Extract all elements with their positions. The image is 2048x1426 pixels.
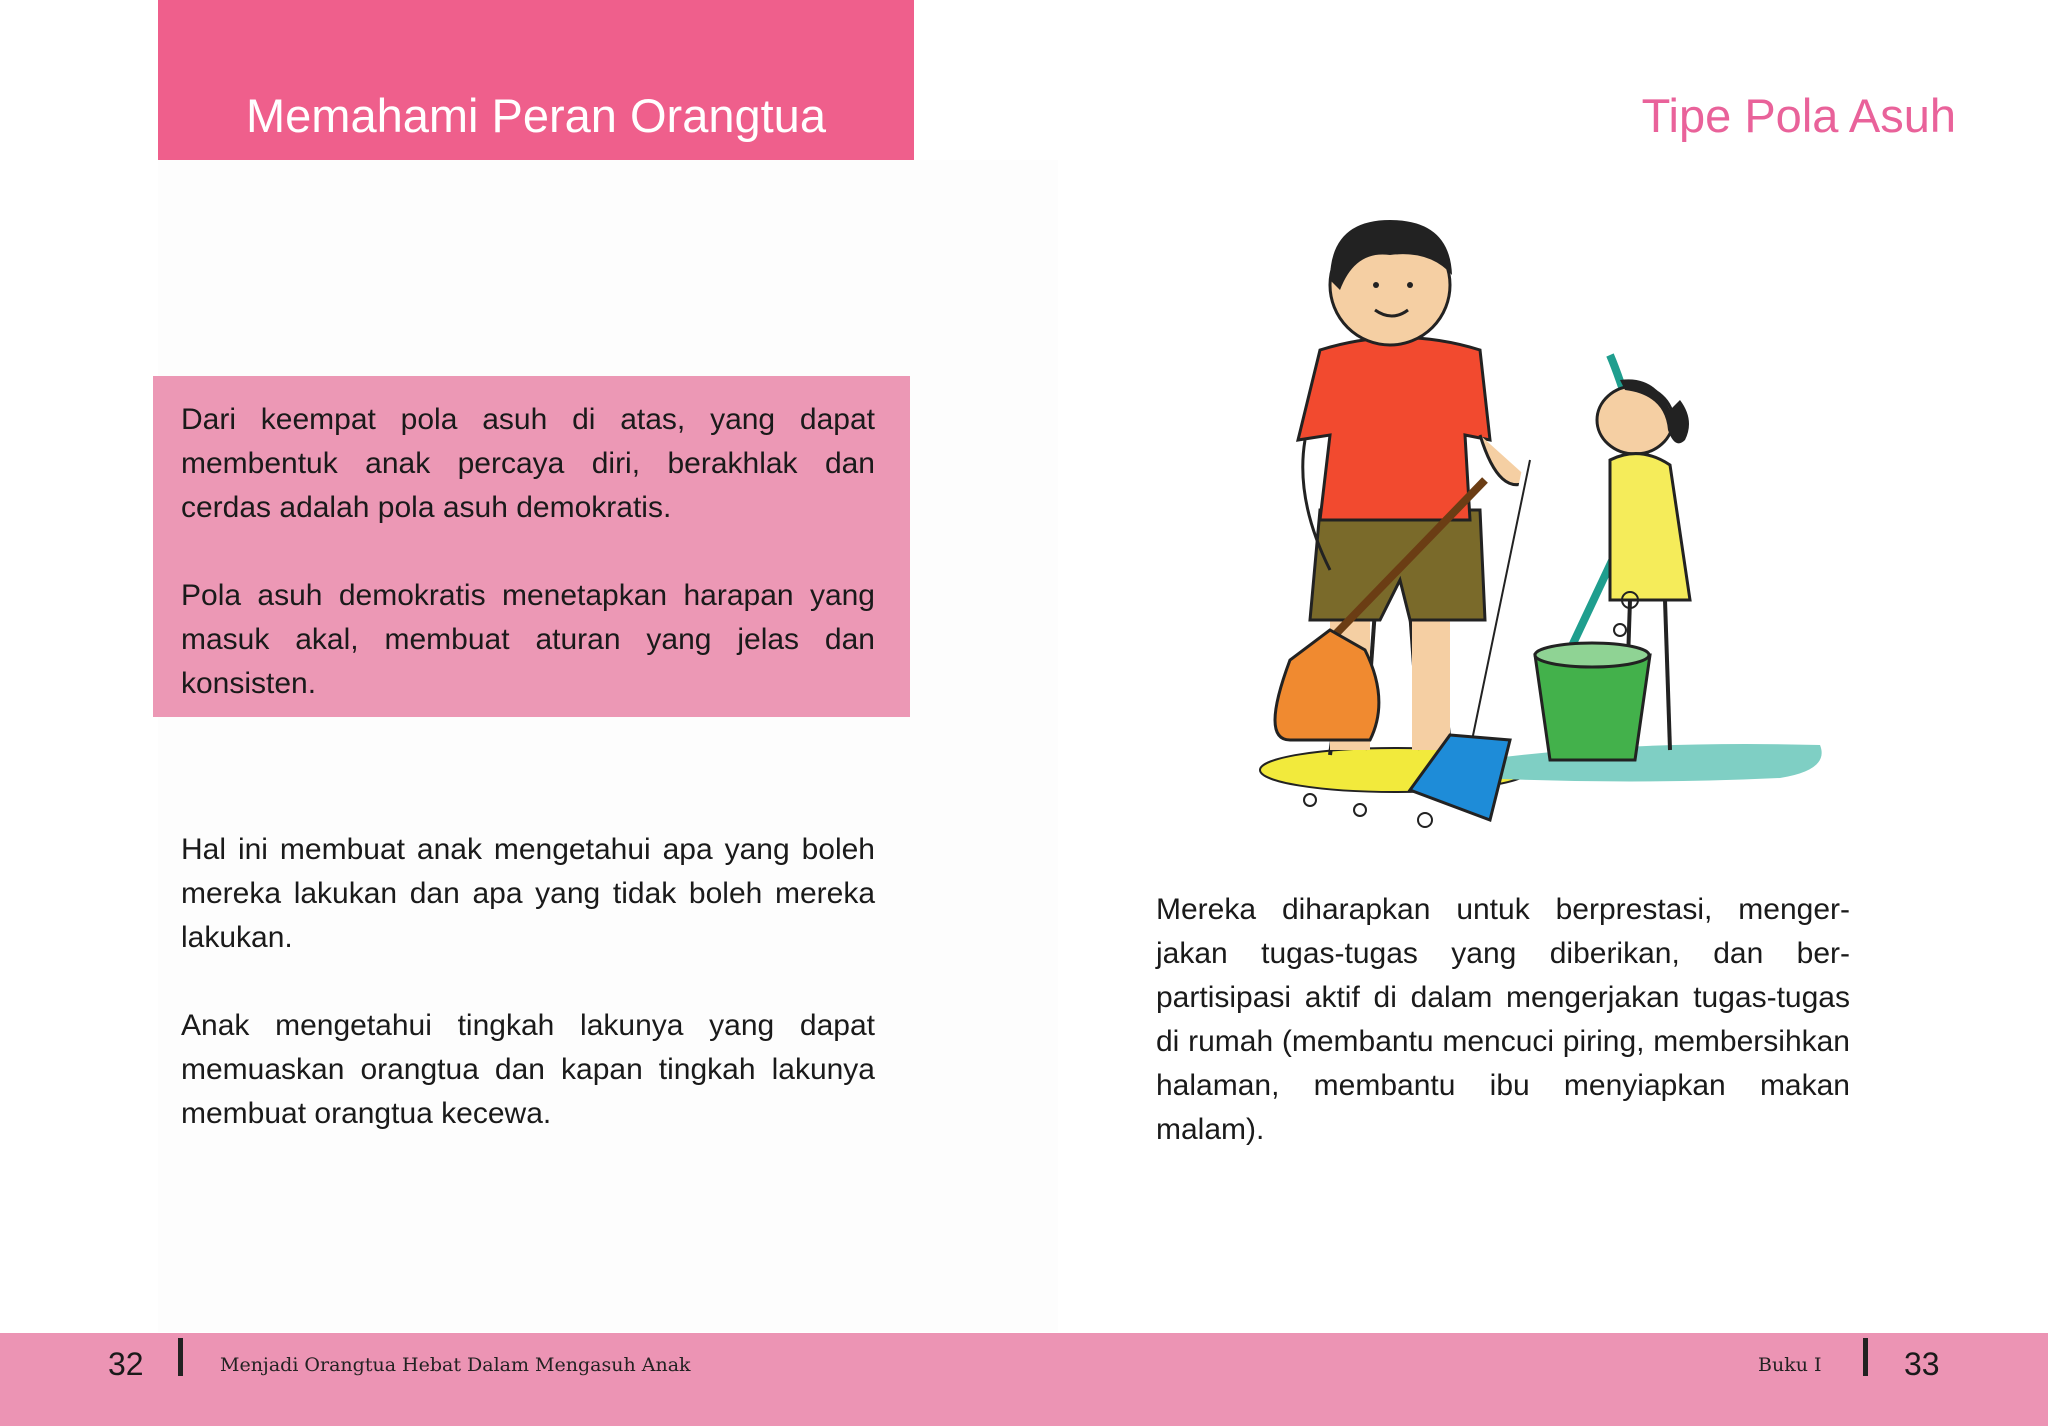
left-page-number: 32 <box>108 1346 144 1382</box>
header-band <box>158 0 914 160</box>
highlight-paragraph: Dari keempat pola asuh di atas, yang dapat membentuk anak percaya diri, berakhlak dan cerdas adalah pola asuh demokratis. <box>181 403 875 524</box>
highlight-box <box>153 376 910 717</box>
body-paragraph: Hal ini membuat anak mengetahui apa yang boleh mereka lakukan dan apa yang tidak boleh mereka lakukan. <box>181 833 875 954</box>
page-title: Tipe Pola Asuh <box>1641 89 1956 142</box>
children-cleaning-illustration <box>1180 180 1860 840</box>
body-paragraph: Mereka diharapkan untuk berprestasi, menger-jakan tugas-tugas yang diberikan, dan ber-partisipasi aktif di dalam mengerjakan tugas-tugas di rumah (membantu mencuci piring, membersihkan halaman, membantu ibu menyiapkan makan malam). <box>1156 893 1850 1146</box>
right-page-number: 33 <box>1904 1346 1940 1382</box>
highlight-paragraph: Pola asuh demokratis menetapkan harapan yang masuk akal, membuat aturan yang jelas dan konsisten. <box>181 579 875 700</box>
body-paragraph: Anak mengetahui tingkah lakunya yang dapat memuaskan orangtua dan kapan tingkah lakunya membuat orangtua kecewa. <box>181 1009 875 1130</box>
right-divider <box>1863 1338 1868 1376</box>
section-title: Memahami Peran Orangtua <box>246 89 826 142</box>
right-body-text <box>1156 888 1850 1152</box>
left-body-text <box>181 828 875 1136</box>
book-volume: Buku I <box>1758 1354 1822 1376</box>
left-divider <box>178 1338 183 1376</box>
left-page-background <box>158 160 1058 1332</box>
book-title: Menjadi Orangtua Hebat Dalam Mengasuh Anak <box>220 1354 691 1376</box>
footer-band <box>0 1333 2048 1426</box>
